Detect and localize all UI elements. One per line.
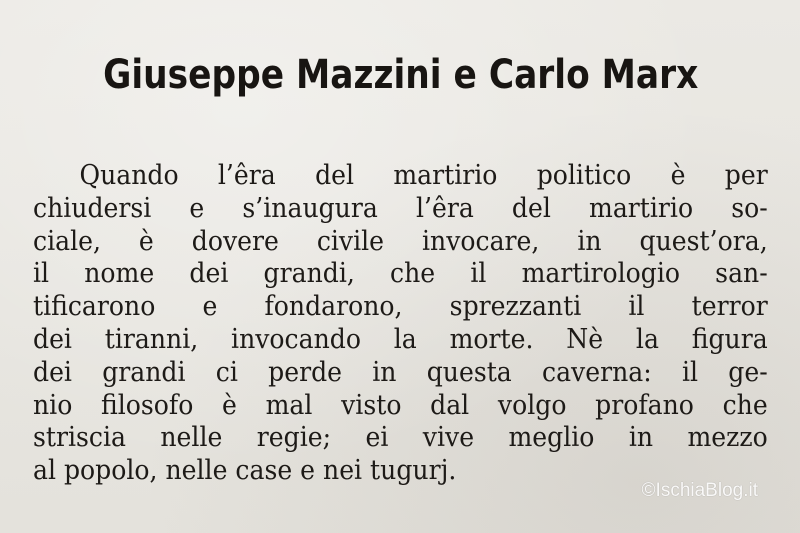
article-title: Giuseppe Mazzini e Carlo Marx bbox=[103, 52, 699, 98]
text-line: tificarono e fondarono, sprezzanti il terror bbox=[33, 291, 768, 323]
watermark-label: ©IschiaBlog.it bbox=[641, 480, 758, 501]
text-line: il nome dei grandi, che il martirologio san- bbox=[33, 258, 768, 290]
text-line: nio filosofo è mal visto dal volgo profano che bbox=[33, 389, 768, 421]
article-body bbox=[33, 160, 768, 488]
text-line: dei tiranni, invocando la morte. Nè la figura bbox=[33, 323, 768, 355]
text-line: dei grandi ci perde in questa caverna: il ge- bbox=[33, 356, 768, 388]
text-line: al popolo, nelle case e nei tugurj. bbox=[33, 455, 457, 487]
text-line: chiudersi e s’inaugura l’êra del martirio so- bbox=[33, 192, 768, 224]
text-line: ciale, è dovere civile invocare, in quest’ora, bbox=[33, 225, 768, 257]
text-line: Quando l’êra del martirio politico è per bbox=[79, 160, 768, 191]
text-line: striscia nelle regie; ei vive meglio in mezzo bbox=[33, 422, 768, 454]
